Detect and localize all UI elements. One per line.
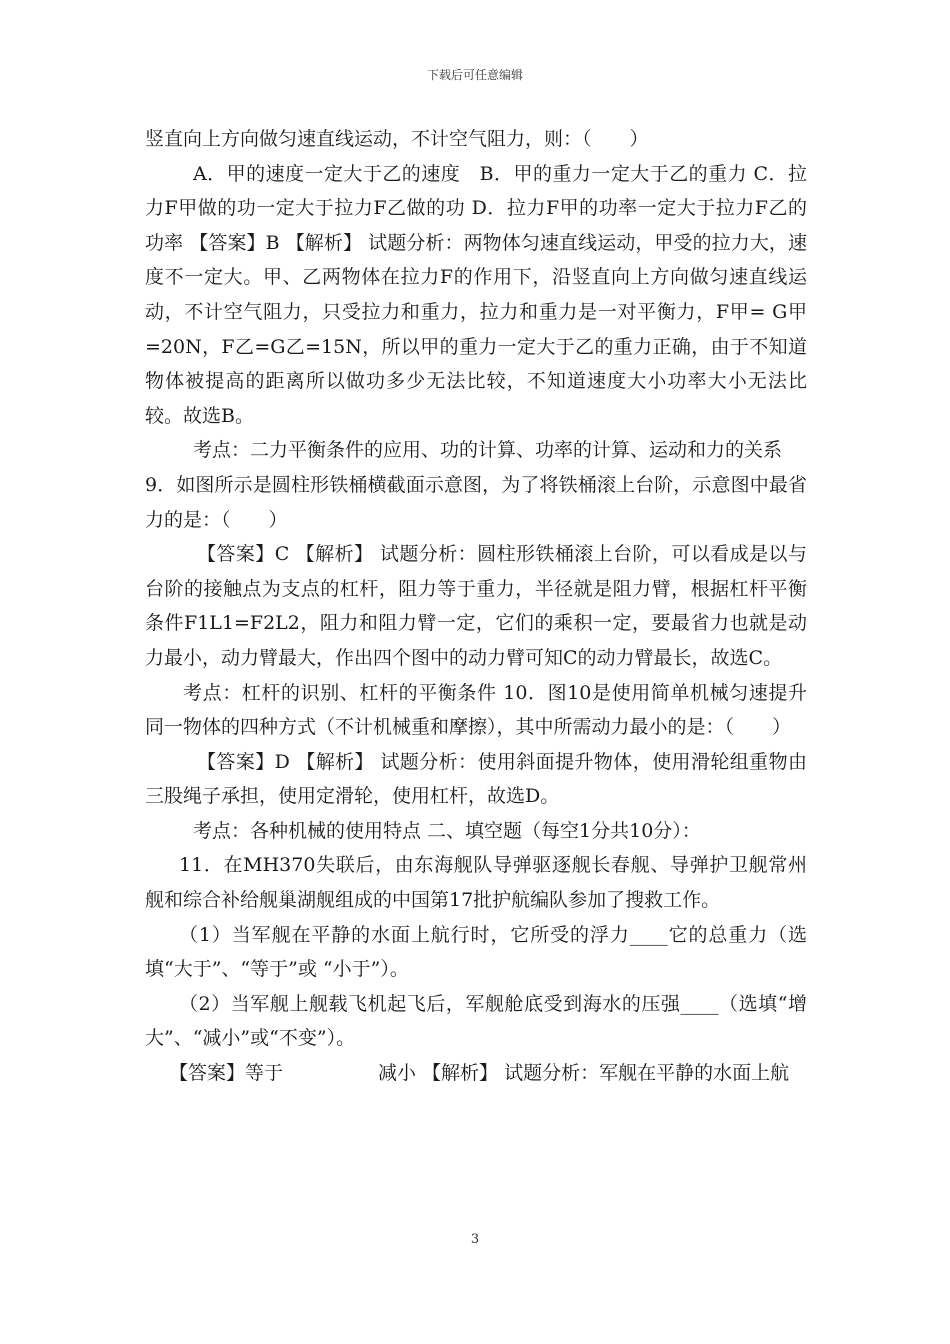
paragraph-kaodian-8: 考点：二力平衡条件的应用、功的计算、功率的计算、运动和力的关系 [193,439,783,462]
page-number: 3 [470,1232,480,1247]
paragraph-answer-10: 【答案】D 【解析】 试题分析：使用斜面提升物体，使用滑轮组重物由三股绳子承担，使用定滑轮，使用杠杆，故选D。 [145,750,807,808]
paragraph-question-9: 9．如图所示是圆柱形铁桶横截面示意图，为了将铁桶滚上台阶，示意图中最省力的是：（ ） [145,473,807,531]
paragraph-kaodian-9-question-10: 考点：杠杆的识别、杠杆的平衡条件 10．图10是使用简单机械匀速提升同一物体的四种方式（不计机械重和摩擦），其中所需动力最小的是：（ ） [145,681,807,739]
paragraph-question-continuation: 竖直向上方向做匀速直线运动，不计空气阻力，则：（ ） [145,128,649,150]
document-body [145,122,807,1091]
paragraph-question-11-part-2: （2）当军舰上舰载飞机起飞后，军舰舱底受到海水的压强____（选填“增大”、“减小”或“不变”）。 [145,992,807,1050]
paragraph-kaodian-10-section-2: 考点：各种机械的使用特点 二、填空题（每空1分共10分）： [193,819,701,842]
paragraph-question-11: 11．在MH370失联后，由东海舰队导弹驱逐舰长春舰、导弹护卫舰常州舰和综合补给舰巢湖舰组成的中国第17批护航编队参加了搜救工作。 [145,854,807,912]
paragraph-answer-9: 【答案】C 【解析】 试题分析：圆柱形铁桶滚上台阶，可以看成是以与台阶的接触点为支点的杠杆，阻力等于重力，半径就是阻力臂，根据杠杆平衡条件F1L1=F2L2，阻力和阻力臂一定，它们的乘积一定，要最省力也就是动力最小，动力臂最大，作出四个图中的动力臂可知C的动力臂最长，故选C。 [145,543,807,669]
page-header: 下载后可任意编辑 [426,68,523,82]
paragraph-answer-11: 【答案】等于 减小 【解析】 试题分析：军舰在平静的水面上航 [169,1062,790,1085]
paragraph-options-answer: A．甲的速度一定大于乙的速度 B．甲的重力一定大于乙的重力 C．拉力F甲做的功一定大于拉力F乙做的功 D．拉力F甲的功率一定大于拉力F乙的功率 【答案】B 【解析】 试题分析：两物体匀速直线运动，甲受的拉力大，速度不一定大。甲、乙两物体在拉力F的作用下，沿竖直向上方向做匀速直线运动，不计空气阻力，只受拉力和重力，拉力和重力是一对平衡力，F甲= G甲=20N，F乙=G乙=15N，所以甲的重力一定大于乙的重力正确，由于不知道物体被提高的距离所以做功多少无法比较，不知道速度大小功率大小无法比较。故选B。 [145,162,807,427]
paragraph-question-11-part-1: （1）当军舰在平静的水面上航行时，它所受的浮力____它的总重力（选填“大于”、“等于”或 “小于”）。 [145,923,807,981]
